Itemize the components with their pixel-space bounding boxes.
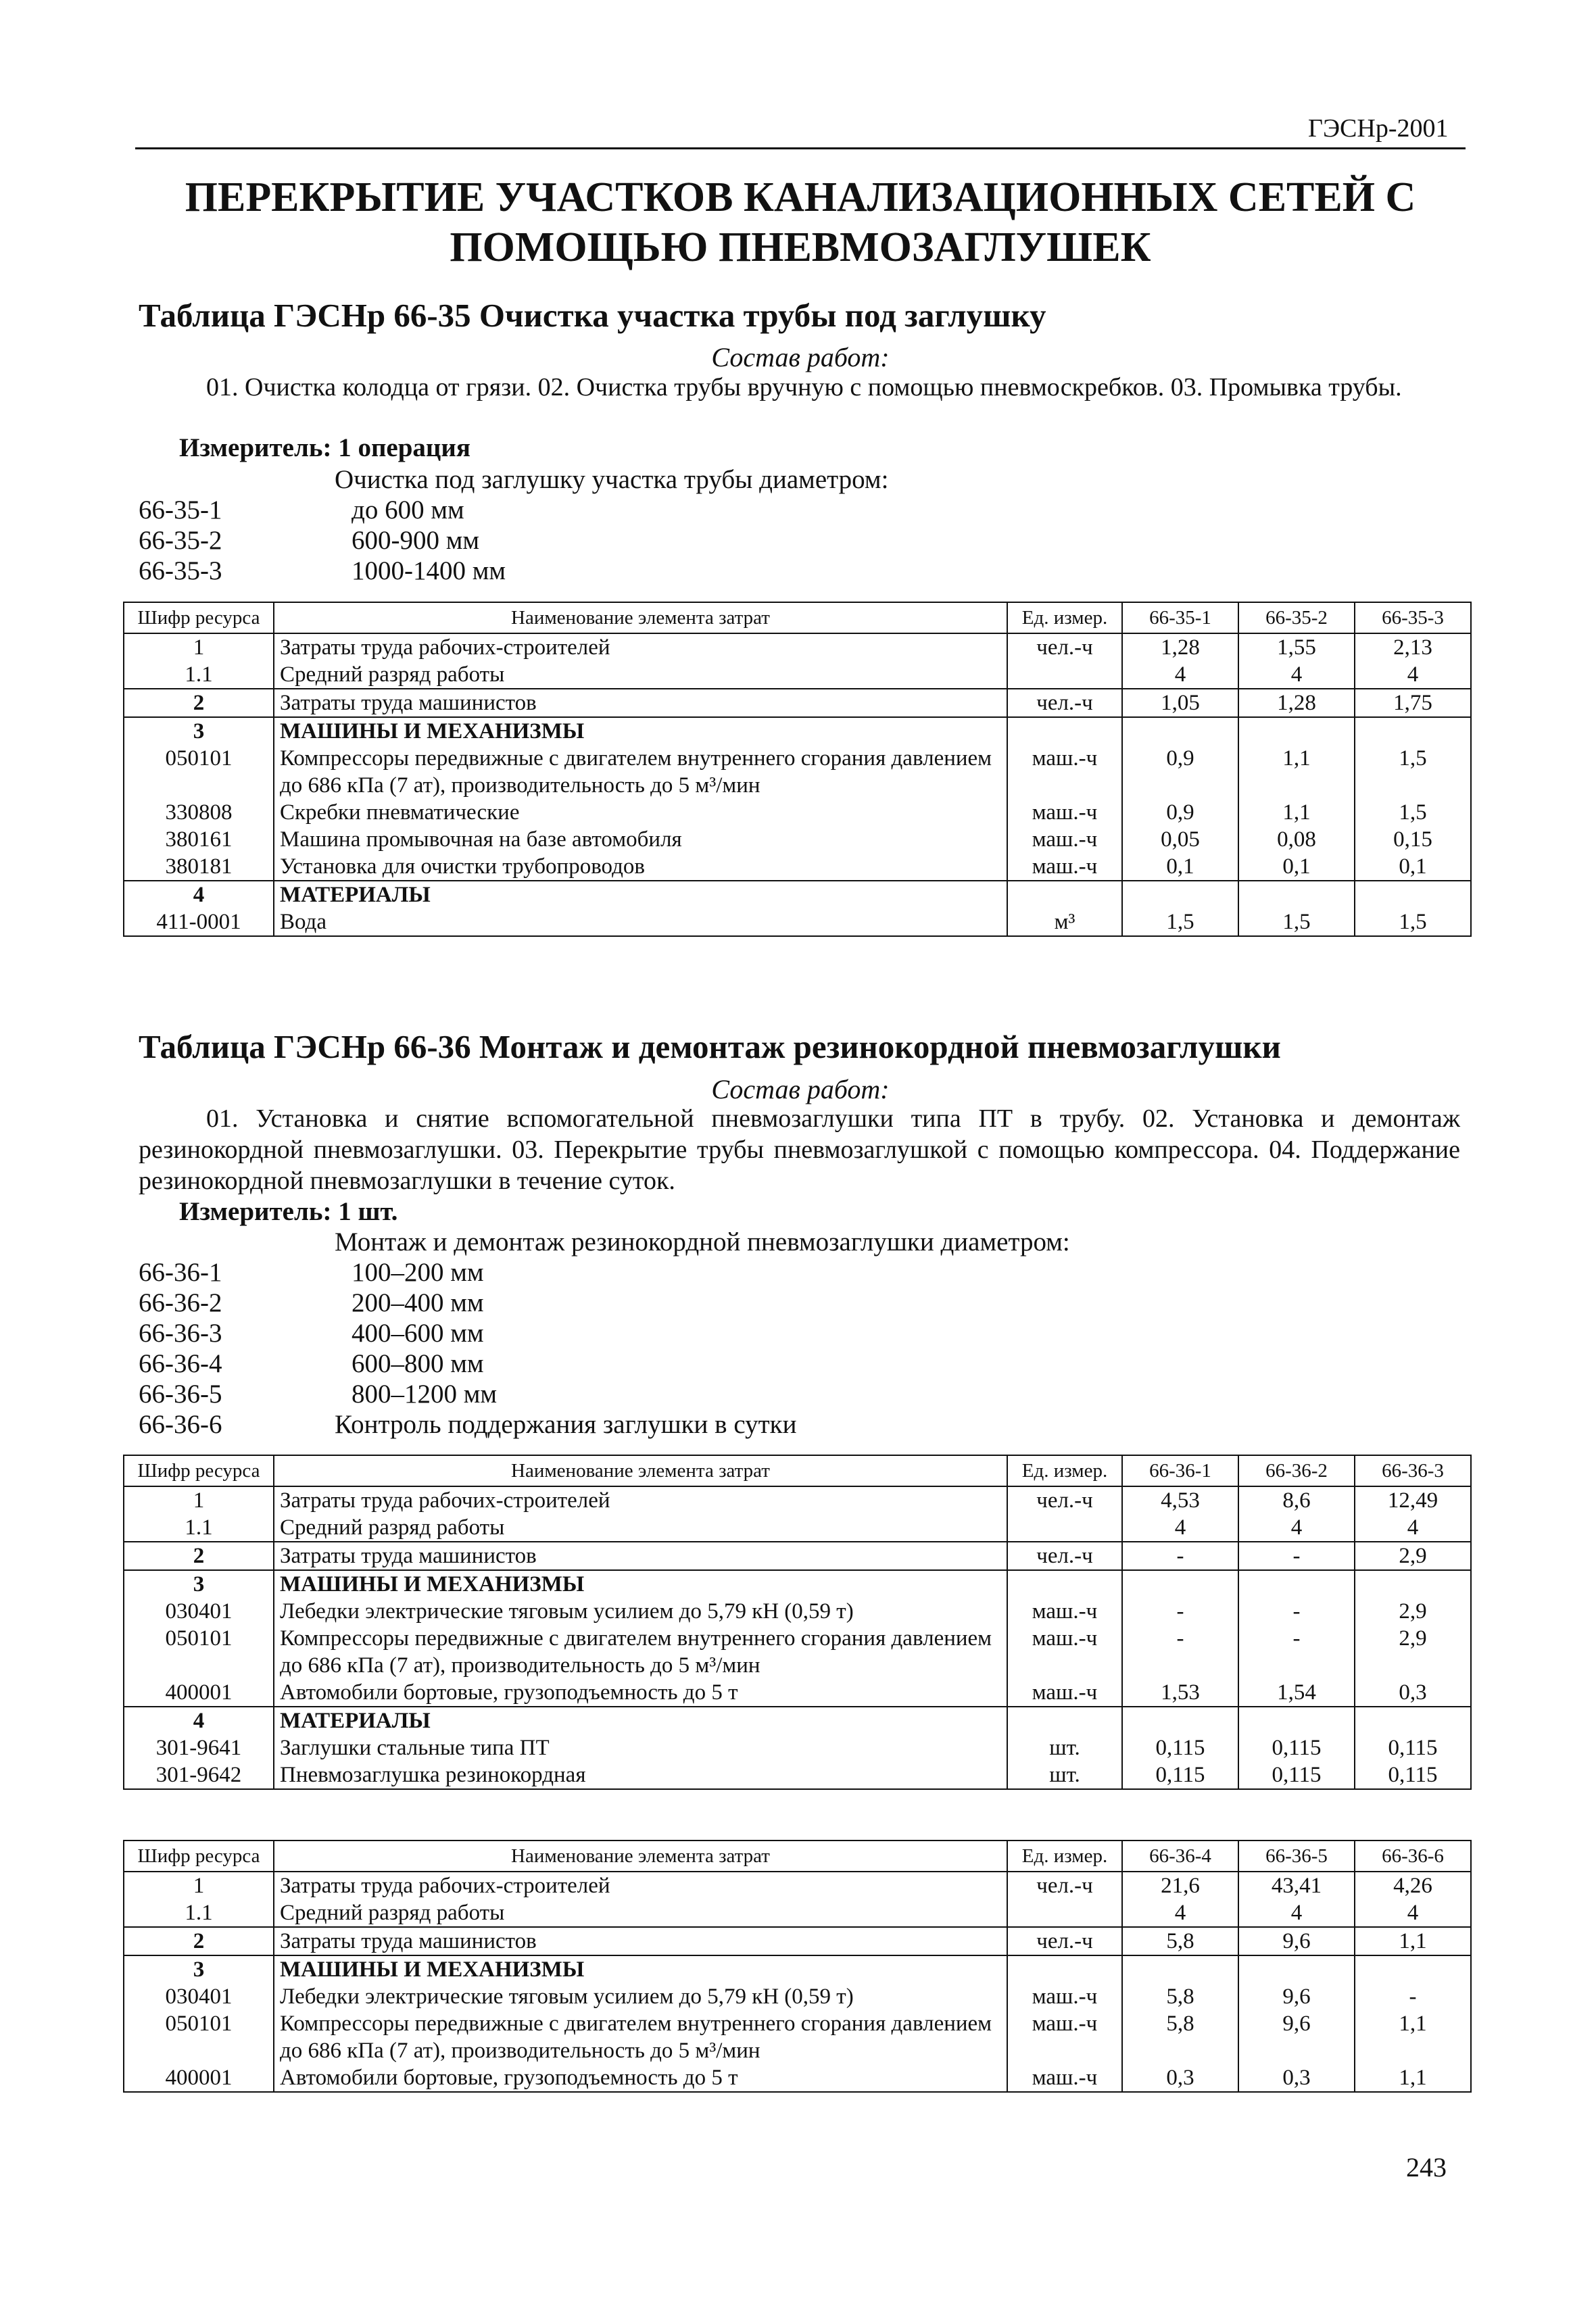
cell: 380161 (124, 826, 274, 853)
item-value: Контроль поддержания заглушки в сутки (335, 1410, 797, 1439)
cell: 0,3 (1355, 1679, 1471, 1707)
cell: 5,8 (1122, 1983, 1238, 2010)
header-cell: Ед. измер. (1007, 1841, 1122, 1872)
item-code: 66-35-2 (139, 526, 222, 555)
cell: Затраты труда рабочих-строителей (274, 1486, 1007, 1514)
table-row (124, 1761, 1471, 1789)
page-title-line-1: ПЕРЕКРЫТИЕ УЧАСТКОВ КАНАЛИЗАЦИОННЫХ СЕТЕЙ С (185, 174, 1416, 220)
item-value: 600-900 мм (352, 526, 480, 555)
cell: - (1238, 1542, 1355, 1570)
cell (1355, 717, 1471, 745)
cell: Затраты труда машинистов (274, 1927, 1007, 1955)
cell: 380181 (124, 853, 274, 881)
cell: 0,1 (1122, 853, 1238, 881)
cell: 030401 (124, 1598, 274, 1625)
cell (1122, 1570, 1238, 1598)
cell: Пневмозаглушка резинокордная (274, 1761, 1007, 1789)
item-code: 66-36-4 (139, 1349, 222, 1378)
cell: Автомобили бортовые, грузоподъемность до 5 т (274, 2064, 1007, 2092)
cell (1007, 1570, 1122, 1598)
table-row (124, 1486, 1471, 1514)
running-header: ГЭСНр-2001 (1308, 114, 1449, 143)
cell: Установка для очистки трубопроводов (274, 853, 1007, 881)
cell (1355, 1955, 1471, 1983)
cell (1238, 1707, 1355, 1734)
cell: - (1122, 1542, 1238, 1570)
cell: 1 (124, 1486, 274, 1514)
page-number: 243 (1406, 2152, 1447, 2183)
cell: - (1238, 1598, 1355, 1625)
cell: 2,9 (1355, 1625, 1471, 1679)
section-2-heading: Таблица ГЭСНр 66-36 Монтаж и демонтаж резинокордной пневмозаглушки (139, 1028, 1281, 1065)
cell: 4 (1122, 1514, 1238, 1542)
cell: маш.-ч (1007, 2010, 1122, 2064)
cell: МАТЕРИАЛЫ (274, 1707, 1007, 1734)
cell: Средний разряд работы (274, 661, 1007, 689)
cell: 0,115 (1238, 1761, 1355, 1789)
cell: 1.1 (124, 661, 274, 689)
table-header-row (124, 1841, 1471, 1872)
cell: 0,15 (1355, 826, 1471, 853)
cell: 3 (124, 1955, 274, 1983)
section-2-meter: Измеритель: 1 шт. (179, 1197, 398, 1226)
table-row (124, 1955, 1471, 1983)
header-cell: Ед. измер. (1007, 1455, 1122, 1486)
cell: МАШИНЫ И МЕХАНИЗМЫ (274, 1570, 1007, 1598)
table-row (124, 633, 1471, 661)
cell: Скребки пневматические (274, 799, 1007, 826)
header-cell: 66-35-2 (1238, 602, 1355, 633)
item-code: 66-35-1 (139, 495, 222, 525)
cell: Компрессоры передвижные с двигателем внутреннего сгорания давлением до 686 кПа (7 ат), производительность до 5 м³/мин (274, 2010, 1007, 2064)
item-value: 200–400 мм (352, 1288, 484, 1317)
cell: 1,75 (1355, 689, 1471, 717)
section-1-desc: Очистка под заглушку участка трубы диаметром: (335, 465, 889, 494)
cell: 0,3 (1122, 2064, 1238, 2092)
header-cell: Шифр ресурса (124, 602, 274, 633)
cell: - (1122, 1625, 1238, 1679)
cell: маш.-ч (1007, 799, 1122, 826)
cell: 4 (1238, 1899, 1355, 1927)
table-header-row (124, 602, 1471, 633)
cell: Лебедки электрические тяговым усилием до 5,79 кН (0,59 т) (274, 1598, 1007, 1625)
cell: 1,53 (1122, 1679, 1238, 1707)
section-1-work-label: Состав работ: (711, 342, 890, 372)
table-row (124, 853, 1471, 881)
header-cell: 66-36-3 (1355, 1455, 1471, 1486)
cell (1007, 1899, 1122, 1927)
cell: 1,28 (1238, 689, 1355, 717)
cell: 9,6 (1238, 1927, 1355, 1955)
cell: шт. (1007, 1734, 1122, 1761)
cell: 411-0001 (124, 908, 274, 936)
item-code: 66-36-6 (139, 1410, 222, 1439)
header-cell: 66-36-6 (1355, 1841, 1471, 1872)
table-row (124, 1899, 1471, 1927)
header-cell: 66-36-5 (1238, 1841, 1355, 1872)
cell: 1,5 (1122, 908, 1238, 936)
header-cell: 66-36-1 (1122, 1455, 1238, 1486)
cell (1355, 1707, 1471, 1734)
cell (1238, 1955, 1355, 1983)
cell: 1.1 (124, 1514, 274, 1542)
header-cell: 66-35-1 (1122, 602, 1238, 633)
cell: 2,13 (1355, 633, 1471, 661)
item-value: 400–600 мм (352, 1319, 484, 1348)
cell: 4 (1355, 661, 1471, 689)
cell: 4 (124, 881, 274, 908)
cell: 1 (124, 633, 274, 661)
cell: 4 (1122, 1899, 1238, 1927)
cell: 1,55 (1238, 633, 1355, 661)
cell: чел.-ч (1007, 1927, 1122, 1955)
cell: 4 (1355, 1514, 1471, 1542)
cell: 1,5 (1355, 799, 1471, 826)
cell: шт. (1007, 1761, 1122, 1789)
cell: - (1122, 1598, 1238, 1625)
cell: 9,6 (1238, 1983, 1355, 2010)
header-cell: Наименование элемента затрат (274, 1455, 1007, 1486)
table-row (124, 661, 1471, 689)
cell: чел.-ч (1007, 1872, 1122, 1899)
cell (1007, 1707, 1122, 1734)
table-header-row (124, 1455, 1471, 1486)
section-2-work-label: Состав работ: (711, 1074, 890, 1104)
cell: 0,08 (1238, 826, 1355, 853)
cell: 301-9642 (124, 1761, 274, 1789)
cell (1355, 1570, 1471, 1598)
table-row (124, 1679, 1471, 1707)
cell (1238, 717, 1355, 745)
cell: Машина промывочная на базе автомобиля (274, 826, 1007, 853)
cell: 3 (124, 717, 274, 745)
header-cell: Ед. измер. (1007, 602, 1122, 633)
cell: 030401 (124, 1983, 274, 2010)
item-value: до 600 мм (352, 495, 464, 525)
cell: 2 (124, 1542, 274, 1570)
cell: маш.-ч (1007, 1625, 1122, 1679)
header-cell: 66-36-4 (1122, 1841, 1238, 1872)
cell: 050101 (124, 2010, 274, 2064)
header-cell: Шифр ресурса (124, 1841, 274, 1872)
cell: Затраты труда рабочих-строителей (274, 633, 1007, 661)
cell: маш.-ч (1007, 826, 1122, 853)
cell: 0,9 (1122, 745, 1238, 799)
cell: 12,49 (1355, 1486, 1471, 1514)
cell: 0,115 (1238, 1734, 1355, 1761)
cell: Средний разряд работы (274, 1514, 1007, 1542)
cell: Лебедки электрические тяговым усилием до 5,79 кН (0,59 т) (274, 1983, 1007, 2010)
cell: 1,5 (1355, 745, 1471, 799)
item-value: 1000-1400 мм (352, 556, 506, 585)
cell: 0,1 (1355, 853, 1471, 881)
cell (1238, 881, 1355, 908)
cell: 1,1 (1355, 1927, 1471, 1955)
resource-table-66-35 (123, 602, 1472, 937)
cell: 1,1 (1355, 2010, 1471, 2064)
cell: м³ (1007, 908, 1122, 936)
cell: - (1355, 1983, 1471, 2010)
cell: Компрессоры передвижные с двигателем внутреннего сгорания давлением до 686 кПа (7 ат), производительность до 5 м³/мин (274, 745, 1007, 799)
header-cell: 66-35-3 (1355, 602, 1471, 633)
cell: 0,115 (1355, 1734, 1471, 1761)
cell: МАШИНЫ И МЕХАНИЗМЫ (274, 717, 1007, 745)
header-rule (135, 147, 1466, 149)
cell: 3 (124, 1570, 274, 1598)
section-2-desc: Монтаж и демонтаж резинокордной пневмозаглушки диаметром: (335, 1227, 1070, 1257)
cell: 0,3 (1238, 2064, 1355, 2092)
cell: 330808 (124, 799, 274, 826)
cell: 8,6 (1238, 1486, 1355, 1514)
cell: 5,8 (1122, 2010, 1238, 2064)
cell: 4 (1238, 1514, 1355, 1542)
cell: Затраты труда рабочих-строителей (274, 1872, 1007, 1899)
cell: - (1238, 1625, 1355, 1679)
cell: 1.1 (124, 1899, 274, 1927)
cell: 301-9641 (124, 1734, 274, 1761)
cell: Заглушки стальные типа ПТ (274, 1734, 1007, 1761)
cell: маш.-ч (1007, 1983, 1122, 2010)
section-1-heading: Таблица ГЭСНр 66-35 Очистка участка трубы под заглушку (139, 297, 1046, 334)
header-cell: Наименование элемента затрат (274, 1841, 1007, 1872)
cell: 1,54 (1238, 1679, 1355, 1707)
cell: Компрессоры передвижные с двигателем внутреннего сгорания давлением до 686 кПа (7 ат), производительность до 5 м³/мин (274, 1625, 1007, 1679)
resource-table-66-36-b (123, 1840, 1472, 2093)
table-row (124, 689, 1471, 717)
cell: 4 (124, 1707, 274, 1734)
cell: 4 (1238, 661, 1355, 689)
cell: Затраты труда машинистов (274, 689, 1007, 717)
cell (1007, 717, 1122, 745)
item-code: 66-35-3 (139, 556, 222, 585)
cell: 9,6 (1238, 2010, 1355, 2064)
item-code: 66-36-3 (139, 1319, 222, 1348)
cell: 4,26 (1355, 1872, 1471, 1899)
table-row (124, 1872, 1471, 1899)
cell: маш.-ч (1007, 853, 1122, 881)
cell (1007, 661, 1122, 689)
cell: 5,8 (1122, 1927, 1238, 1955)
section-1-meter: Измеритель: 1 операция (179, 433, 470, 462)
cell: 1,28 (1122, 633, 1238, 661)
cell: 0,9 (1122, 799, 1238, 826)
table-row (124, 881, 1471, 908)
header-cell: 66-36-2 (1238, 1455, 1355, 1486)
table-row (124, 2010, 1471, 2064)
table-row (124, 1927, 1471, 1955)
cell: Автомобили бортовые, грузоподъемность до 5 т (274, 1679, 1007, 1707)
cell: маш.-ч (1007, 745, 1122, 799)
cell: 050101 (124, 745, 274, 799)
table-row (124, 1570, 1471, 1598)
table-row (124, 745, 1471, 799)
cell: Вода (274, 908, 1007, 936)
table-row (124, 2064, 1471, 2092)
cell (1122, 1707, 1238, 1734)
cell: 1,5 (1355, 908, 1471, 936)
cell: 0,115 (1122, 1761, 1238, 1789)
cell: 0,115 (1122, 1734, 1238, 1761)
table-row (124, 908, 1471, 936)
cell (1238, 1570, 1355, 1598)
cell: 4 (1355, 1899, 1471, 1927)
cell: 0,1 (1238, 853, 1355, 881)
cell: 2,9 (1355, 1598, 1471, 1625)
section-2-work-text: 01. Установка и снятие вспомогательной пневмозаглушки типа ПТ в трубу. 02. Установка и демонтаж резинокордной пневмозаглушки. 03. Перекрытие трубы пневмозаглушкой с помощью компрессора. 04. Поддержание резинокордной пневмозаглушки в течение суток. (139, 1104, 1460, 1195)
cell: чел.-ч (1007, 689, 1122, 717)
cell: 2,9 (1355, 1542, 1471, 1570)
table-row (124, 1598, 1471, 1625)
table-row (124, 1983, 1471, 2010)
cell: 2 (124, 689, 274, 717)
table-row (124, 1514, 1471, 1542)
cell: 0,115 (1355, 1761, 1471, 1789)
item-code: 66-36-2 (139, 1288, 222, 1317)
cell: 1,5 (1238, 908, 1355, 936)
item-code: 66-36-1 (139, 1258, 222, 1287)
cell (1355, 881, 1471, 908)
cell: 43,41 (1238, 1872, 1355, 1899)
cell (1122, 717, 1238, 745)
item-value: 600–800 мм (352, 1349, 484, 1378)
cell (1122, 1955, 1238, 1983)
cell: 2 (124, 1927, 274, 1955)
cell: 400001 (124, 2064, 274, 2092)
header-cell: Шифр ресурса (124, 1455, 274, 1486)
page-title-line-2: ПОМОЩЬЮ ПНЕВМОЗАГЛУШЕК (450, 224, 1151, 270)
cell: чел.-ч (1007, 633, 1122, 661)
cell: 1 (124, 1872, 274, 1899)
cell (1122, 881, 1238, 908)
table-row (124, 826, 1471, 853)
cell (1007, 881, 1122, 908)
header-cell: Наименование элемента затрат (274, 602, 1007, 633)
cell: 1,05 (1122, 689, 1238, 717)
cell: маш.-ч (1007, 1679, 1122, 1707)
cell: 1,1 (1238, 799, 1355, 826)
cell: 1,1 (1355, 2064, 1471, 2092)
cell: МАШИНЫ И МЕХАНИЗМЫ (274, 1955, 1007, 1983)
cell: 21,6 (1122, 1872, 1238, 1899)
item-value: 100–200 мм (352, 1258, 484, 1287)
cell: Затраты труда машинистов (274, 1542, 1007, 1570)
table-row (124, 799, 1471, 826)
item-code: 66-36-5 (139, 1380, 222, 1409)
table-row (124, 1542, 1471, 1570)
cell (1007, 1955, 1122, 1983)
table-row (124, 1734, 1471, 1761)
cell: маш.-ч (1007, 2064, 1122, 2092)
section-1-work-text: 01. Очистка колодца от грязи. 02. Очистка трубы вручную с помощью пневмоскребков. 03. Промывка трубы. (206, 373, 1402, 401)
table-row (124, 1707, 1471, 1734)
resource-table-66-36-a (123, 1455, 1472, 1790)
cell: маш.-ч (1007, 1598, 1122, 1625)
cell: 400001 (124, 1679, 274, 1707)
item-value: 800–1200 мм (352, 1380, 498, 1409)
cell: МАТЕРИАЛЫ (274, 881, 1007, 908)
cell: 050101 (124, 1625, 274, 1679)
cell: чел.-ч (1007, 1542, 1122, 1570)
cell: 4,53 (1122, 1486, 1238, 1514)
cell: 1,1 (1238, 745, 1355, 799)
cell: Средний разряд работы (274, 1899, 1007, 1927)
table-row (124, 717, 1471, 745)
cell (1007, 1514, 1122, 1542)
cell: 0,05 (1122, 826, 1238, 853)
cell: чел.-ч (1007, 1486, 1122, 1514)
table-row (124, 1625, 1471, 1679)
cell: 4 (1122, 661, 1238, 689)
